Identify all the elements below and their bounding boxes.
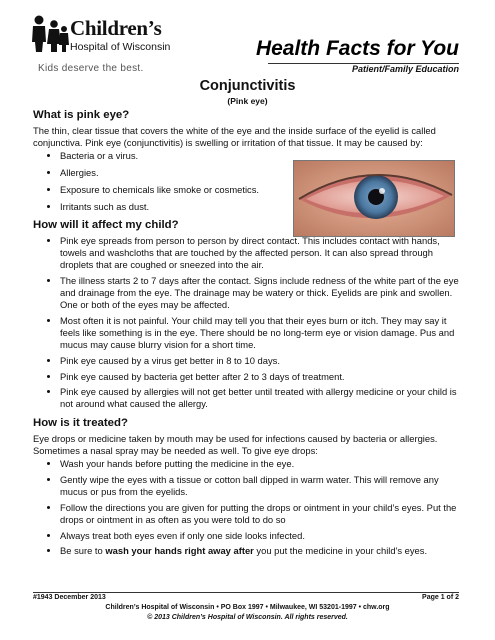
list-item: • Pink eye caused by bacteria get better after 2 to 3 days of treatment. [60,371,463,383]
footer-address: Children’s Hospital of Wisconsin • PO Box 1997 • Milwaukee, WI 53201-1997 • chw.org [105,604,390,611]
list-item: • Irritants such as dust. [60,201,463,213]
list-item-text: you put the medicine in your child's eyes. [253,545,428,557]
list-item: • The illness starts 2 to 7 days after the contact. Signs include redness of the white part of the eye and drainage from the eye. The drainage may be watery or thick. Eyelids are pink and swollen. One or both of the eyes may be affected. [60,275,463,311]
section-how-affect [33,218,463,410]
list-item: • Pink eye caused by a virus get better in 8 to 10 days. [60,355,463,367]
list-item: • Most often it is not painful. Your child may tell you that their eyes burn or itch. They may say it feels like something is in the eye. There should be no long-term eye or vision damage. Pus and mucus may cause blurry vision for a short time. [60,315,463,351]
list-item-text: Be sure to [60,545,106,557]
section-heading: What is pink eye? [33,109,130,121]
section-what-is-pink-eye [33,108,463,212]
list-item: • Pink eye spreads from person to person by direct contact. This includes contact with hands, towels and washcloths that are touched by the affected person. It can also spread through droplets that are coughed or sneezed into the air. [60,235,463,271]
list-item: • Gently wipe the eyes with a tissue or cotton ball dipped in warm water. This will remove any mucus or pus from the eyelids. [60,474,463,498]
list-item [60,545,463,557]
footer-divider [33,592,459,593]
document-id: #1943 December 2013 [33,594,106,601]
section-intro: Eye drops or medicine taken by mouth may be used for infections caused by bacteria or allergies. Sometimes a nasal spray may be needed as well. To give eye drops: [33,433,438,457]
list-item: • Exposure to chemicals like smoke or cosmetics. [60,184,463,196]
cause-list [33,150,463,213]
page-number: Page 1 of 2 [422,594,459,601]
effects-list [33,235,463,410]
section-heading: How is it treated? [33,417,128,430]
series-subtitle: Patient/Family Education [351,64,459,74]
section-how-treated [33,416,463,557]
document-title: Conjunctivitis [199,78,296,94]
logo-subtitle: Hospital of Wisconsin [70,41,171,53]
section-heading: How will it affect my child? [33,219,179,232]
series-title: Health Facts for You [255,37,459,60]
list-item: • Bacteria or a virus. [60,150,463,162]
list-item: • Follow the directions you are given for putting the drops or ointment in your child’s eyes. Put the drops or ointment in as often as you were told to do so [60,502,463,526]
list-item: • Wash your hands before putting the medicine in the eye. [60,458,463,470]
list-item: • Pink eye caused by allergies will not get better until treated with allergy medicine or your child is not around what caused the allergy. [60,386,463,410]
list-item: • Allergies. [60,167,463,179]
tagline: Kids deserve the best. [38,63,144,74]
footer-copyright: © 2013 Children’s Hospital of Wisconsin. All rights reserved. [147,614,348,621]
document-subtitle: (Pink eye) [227,96,268,106]
document-body [33,108,463,563]
emphasis-text: wash your hands right away after [105,545,254,557]
logo-name: Children’s [70,16,162,40]
treatment-list [33,458,463,557]
list-item: • Always treat both eyes even if only one side looks infected. [60,530,463,542]
section-intro: The thin, clear tissue that covers the white of the eye and the inside surface of the eyelid is called conjunctiva. Pink eye (conjunctivitis) is swelling or irritation of that tissue. It may be caused by: [33,125,436,148]
children-figures-icon [30,14,70,54]
